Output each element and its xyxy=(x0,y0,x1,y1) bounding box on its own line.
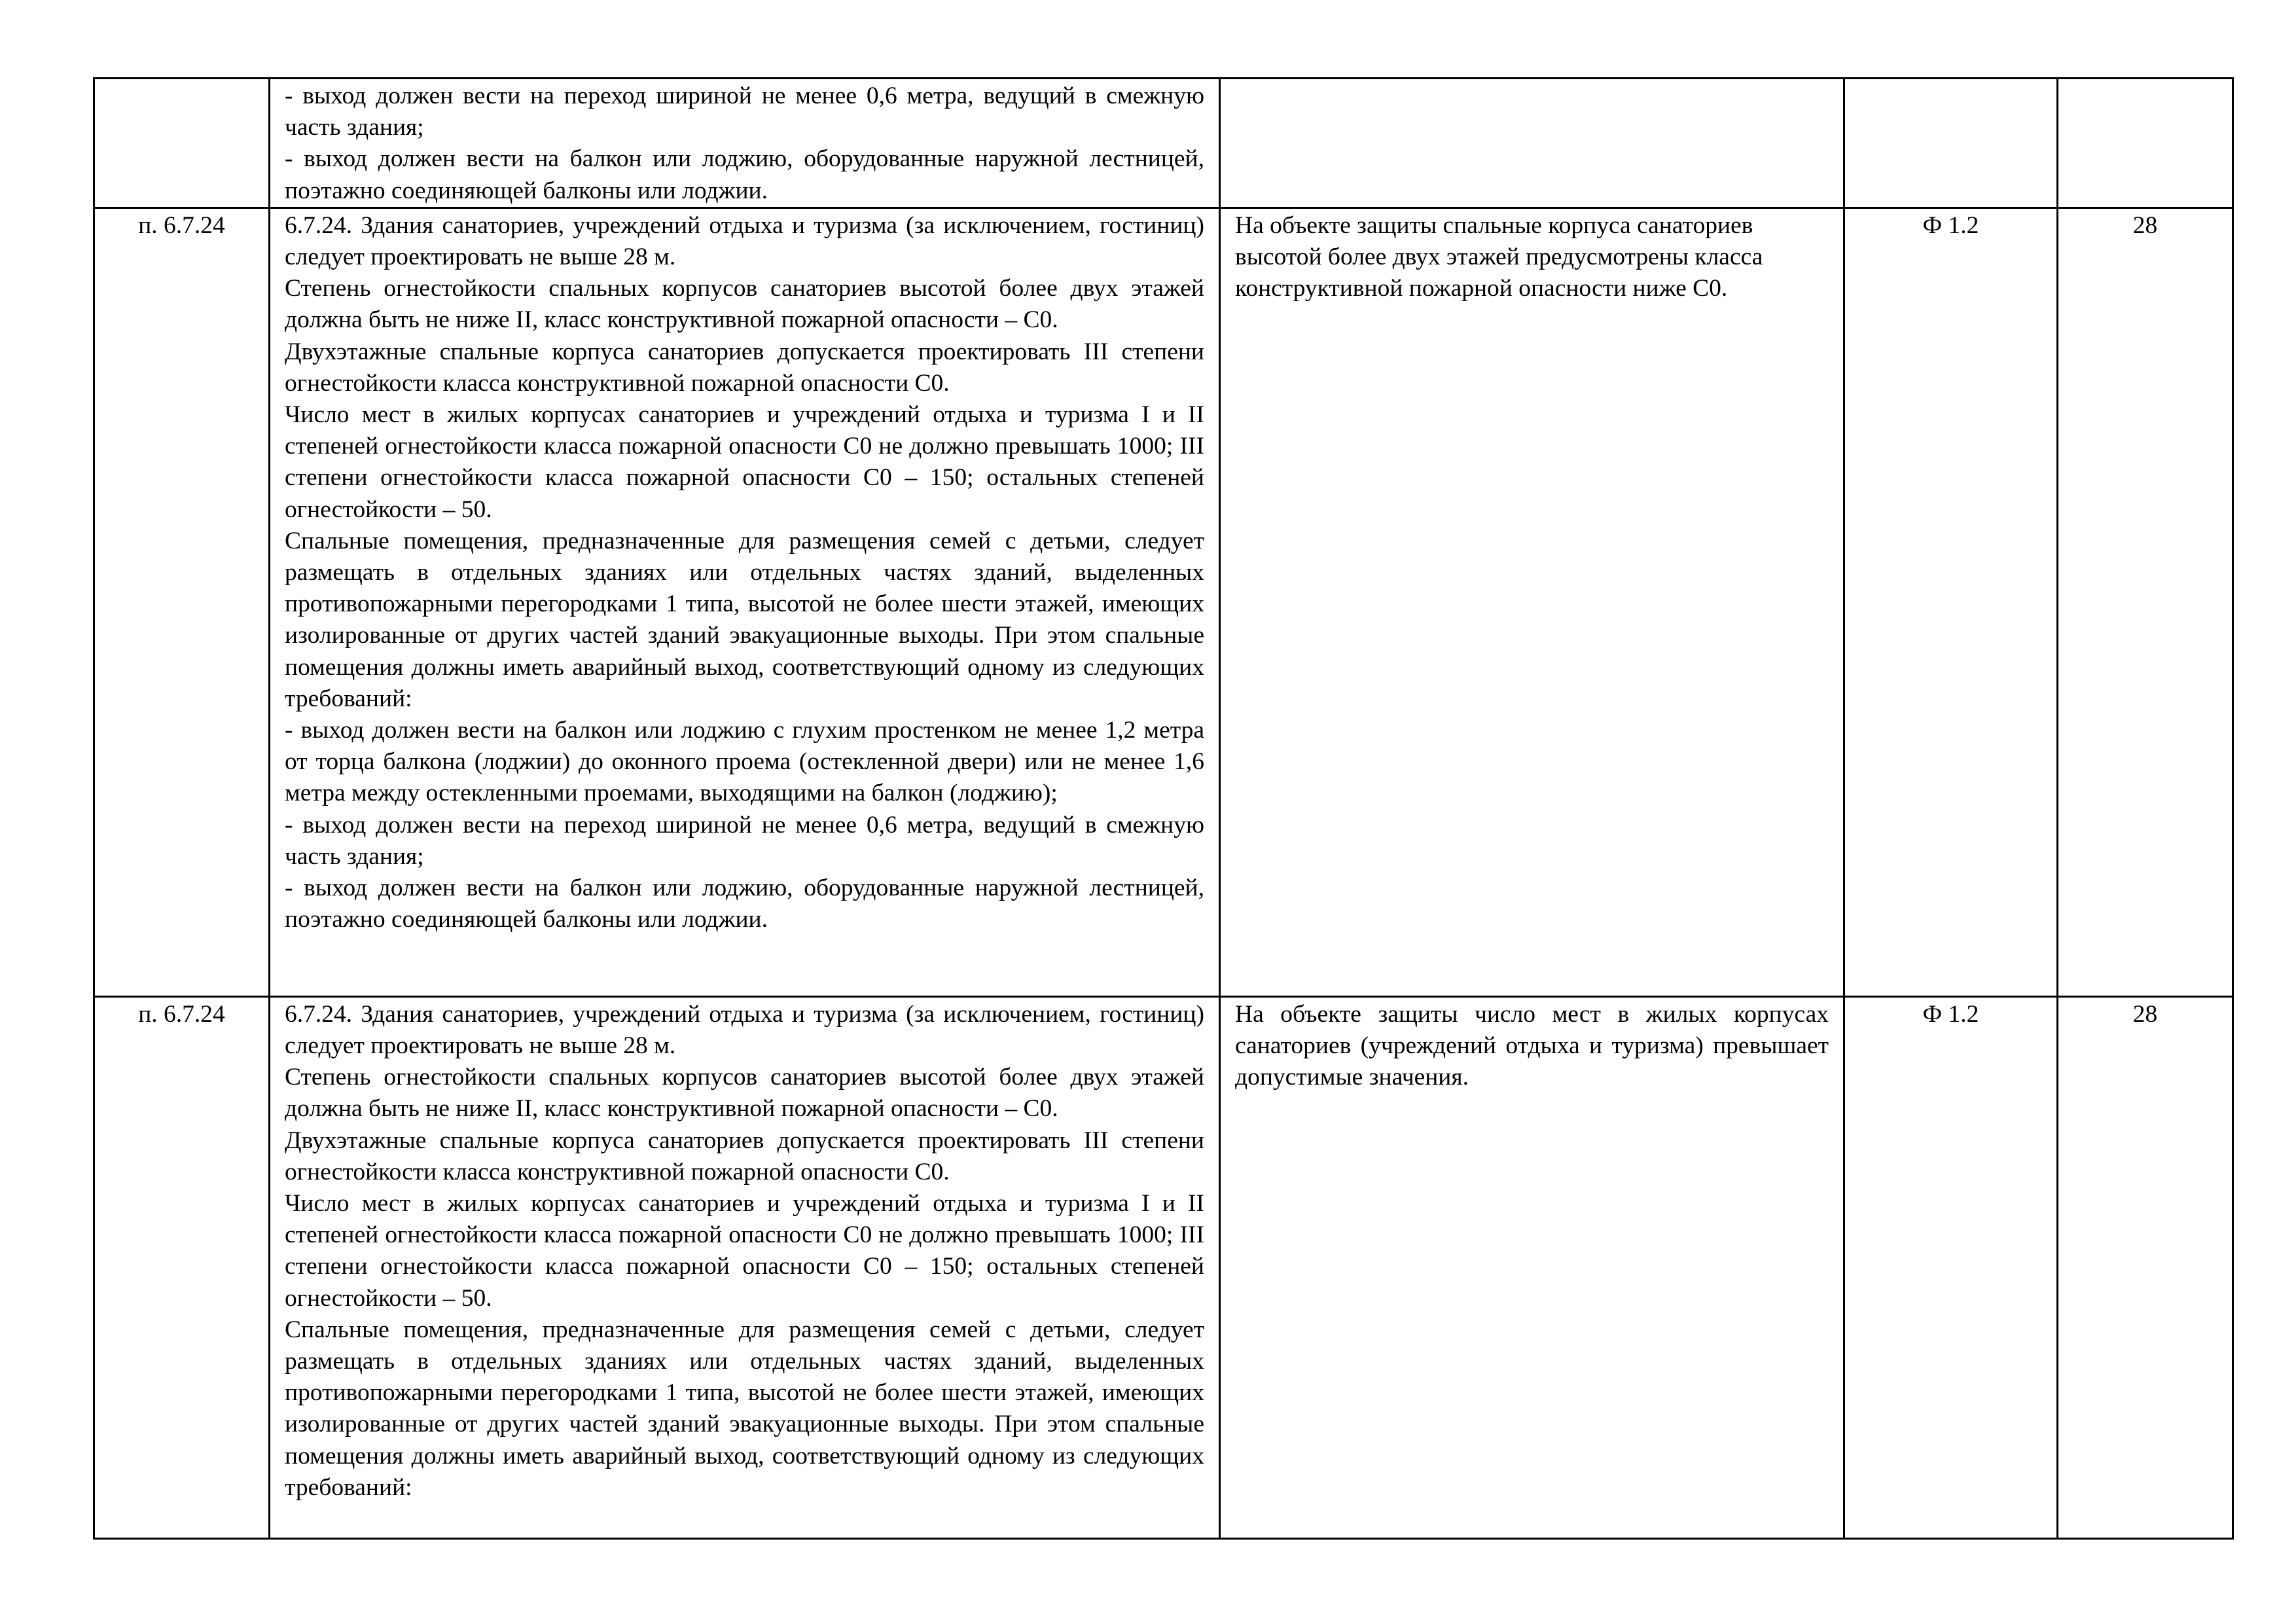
clause-cell: п. 6.7.24 xyxy=(94,996,270,1538)
requirement-paragraph: Степень огнестойкости спальных корпусов санаториев высотой более двух этажей должна быть не ниже II, класс конструктивной пожарной опасности – С0. xyxy=(285,275,1204,334)
requirement-paragraph: - выход должен вести на переход шириной не менее 0,6 метра, ведущий в смежную часть здания; xyxy=(285,82,1204,141)
table-row xyxy=(94,208,2233,996)
violation-cell xyxy=(1220,79,1844,208)
requirement-cell xyxy=(270,208,1220,996)
number-cell: 28 xyxy=(2058,996,2233,1538)
requirement-paragraph: Спальные помещения, предназначенные для размещения семей с детьми, следует размещать в отдельных зданиях или отдельных частях зданий, выделенных противопожарными перегородками 1 типа, высотой не более шести этажей, имеющих изолированные от других частей зданий эвакуационные выходы. При этом спальные помещения должны иметь аварийный выход, соответствующий одному из следующих требований: xyxy=(285,1316,1204,1501)
requirement-paragraph: 6.7.24. Здания санаториев, учреждений отдыха и туризма (за исключением, гостиниц) следует проектировать не выше 28 м. xyxy=(285,1000,1204,1060)
requirement-cell xyxy=(270,996,1220,1538)
requirement-paragraph: Число мест в жилых корпусах санаториев и учреждений отдыха и туризма I и II степеней огнестойкости класса пожарной опасности С0 не должно превышать 1000; III степени огнестойкости класса пожарной опасности С0 – 150; остальных степеней огнестойкости – 50. xyxy=(285,401,1204,523)
requirement-paragraph: Число мест в жилых корпусах санаториев и учреждений отдыха и туризма I и II степеней огнестойкости класса пожарной опасности С0 не должно превышать 1000; III степени огнестойкости класса пожарной опасности С0 – 150; остальных степеней огнестойкости – 50. xyxy=(285,1190,1204,1312)
requirement-paragraph: Двухэтажные спальные корпуса санаториев допускается проектировать III степени огнестойкости класса конструктивной пожарной опасности С0. xyxy=(285,1127,1204,1185)
clause-cell xyxy=(94,79,270,208)
violation-cell xyxy=(1220,996,1844,1538)
table-row xyxy=(94,79,2233,208)
class-cell: Ф 1.2 xyxy=(1844,208,2058,996)
class-cell: Ф 1.2 xyxy=(1844,996,2058,1538)
violation-text: На объекте защиты спальные корпуса санаториев высотой более двух этажей предусмотрены класса конструктивной пожарной опасности ниже С0. xyxy=(1235,211,1763,302)
requirements-table xyxy=(93,77,2234,1540)
requirement-paragraph: - выход должен вести на балкон или лоджию, оборудованные наружной лестницей, поэтажно соединяющей балконы или лоджии. xyxy=(285,875,1204,933)
number-cell: 28 xyxy=(2058,208,2233,996)
class-cell xyxy=(1844,79,2058,208)
requirement-paragraph: 6.7.24. Здания санаториев, учреждений отдыха и туризма (за исключением, гостиниц) следует проектировать не выше 28 м. xyxy=(285,211,1204,271)
requirement-paragraph: Степень огнестойкости спальных корпусов санаториев высотой более двух этажей должна быть не ниже II, класс конструктивной пожарной опасности – С0. xyxy=(285,1064,1204,1123)
clause-cell: п. 6.7.24 xyxy=(94,208,270,996)
violation-text: На объекте защиты число мест в жилых корпусах санаториев (учреждений отдыха и туризма) превышает допустимые значения. xyxy=(1235,1000,1829,1091)
table-row xyxy=(94,996,2233,1538)
requirement-cell xyxy=(270,79,1220,208)
number-cell xyxy=(2058,79,2233,208)
violation-cell xyxy=(1220,208,1844,996)
requirement-paragraph: - выход должен вести на балкон или лоджию с глухим простенком не менее 1,2 метра от торца балкона (лоджии) до оконного проема (остекленной двери) или не менее 1,6 метра между остекленными проемами, выходящими на балкон (лоджию); xyxy=(285,717,1204,807)
requirement-paragraph: - выход должен вести на переход шириной не менее 0,6 метра, ведущий в смежную часть здания; xyxy=(285,811,1204,870)
requirement-paragraph: Двухэтажные спальные корпуса санаториев допускается проектировать III степени огнестойкости класса конструктивной пожарной опасности С0. xyxy=(285,338,1204,397)
requirement-paragraph: Спальные помещения, предназначенные для размещения семей с детьми, следует размещать в отдельных зданиях или отдельных частях зданий, выделенных противопожарными перегородками 1 типа, высотой не более шести этажей, имеющих изолированные от других частей зданий эвакуационные выходы. При этом спальные помещения должны иметь аварийный выход, соответствующий одному из следующих требований: xyxy=(285,527,1204,712)
requirement-paragraph: - выход должен вести на балкон или лоджию, оборудованные наружной лестницей, поэтажно соединяющей балконы или лоджии. xyxy=(285,145,1204,204)
